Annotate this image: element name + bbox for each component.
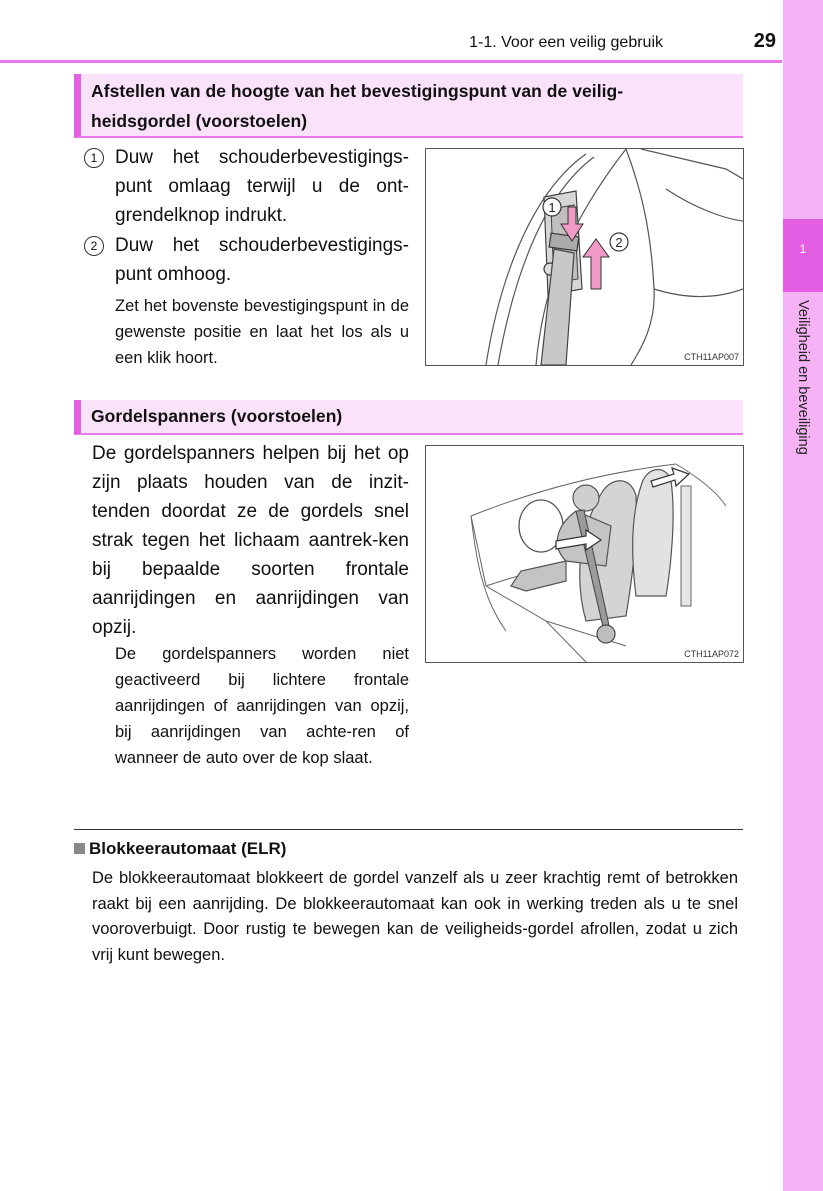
section2-title: Gordelspanners (voorstoelen) [91, 406, 343, 426]
step-1-badge: 1 [84, 148, 104, 168]
callout-1-label: 1 [548, 200, 556, 215]
chapter-side-tab [783, 0, 823, 1191]
chapter-title-vertical [783, 300, 823, 500]
step-2-badge: 2 [84, 236, 104, 256]
section1-note: Zet het bovenste bevestigingspunt in de gewenste positie en laat het los als u een klik hoort. [115, 297, 409, 367]
section-header-pretensioners [74, 400, 743, 435]
step-1-text: Duw het schouderbevestigings-punt omlaag terwijl u de ont-grendelknop indrukt. [115, 147, 409, 226]
pretensioner-unit [597, 625, 615, 643]
header-divider [0, 60, 782, 63]
elr-heading [74, 839, 286, 859]
step-2-text: Duw het schouderbevestigings-punt omhoog. [115, 235, 409, 285]
section-divider [74, 829, 743, 830]
chapter-title-text: Veiligheid en beveiliging [795, 300, 811, 455]
running-header-section: 1-1. Voor een veilig gebruik [469, 34, 663, 51]
page-number: 29 [753, 30, 776, 52]
passenger-seat [633, 470, 673, 596]
pretensioner-note: De gordelspanners worden niet geactiveerd bij lichtere frontale aanrijdingen of aanrijdingen van opzij, bij aanrijdingen van achte-ren of wanneer de auto over de kop slaat. [115, 645, 409, 767]
pretensioner-paragraph: De gordelspanners helpen bij het op zijn plaats houden van de inzit-tenden doordat ze de gordels snel strak tegen het lichaam aantrek-ken bij bepaalde soorten frontale aanrijdingen en aanrijdingen van opzij. [92, 443, 409, 638]
section-header-anchor-height [74, 74, 743, 138]
section-title-line2: heidsgordel (voorstoelen) [91, 111, 308, 131]
figure-2-caption: CTH11AP072 [684, 649, 739, 659]
arrow-up-icon [583, 239, 609, 289]
callout-2-label: 2 [615, 235, 623, 250]
chapter-number-tab: 1 [783, 219, 823, 292]
figure-anchor-adjuster [425, 148, 744, 366]
occupant-head [573, 485, 599, 511]
figure-1-caption: CTH11AP007 [684, 352, 739, 362]
figure-pretensioners [425, 445, 744, 663]
elr-paragraph: De blokkeerautomaat blokkeert de gordel vanzelf als u zeer krachtig remt of betrokken raakt bij een aanrijding. De blokkeerautomaat kan ook in werking treden als u te snel vooroverbuigt. Door rustig te bewegen kan de veiligheids-gordel afrollen, zodat u zich vrij kunt bewegen. [92, 869, 738, 964]
car-interior-illustration [426, 446, 743, 662]
section-title-line1: Afstellen van de hoogte van het bevestigingspunt van de veilig- [91, 81, 624, 101]
anchor-adjuster-illustration [426, 149, 743, 365]
square-bullet-icon [74, 843, 85, 854]
elr-title: Blokkeerautomaat (ELR) [89, 839, 287, 858]
